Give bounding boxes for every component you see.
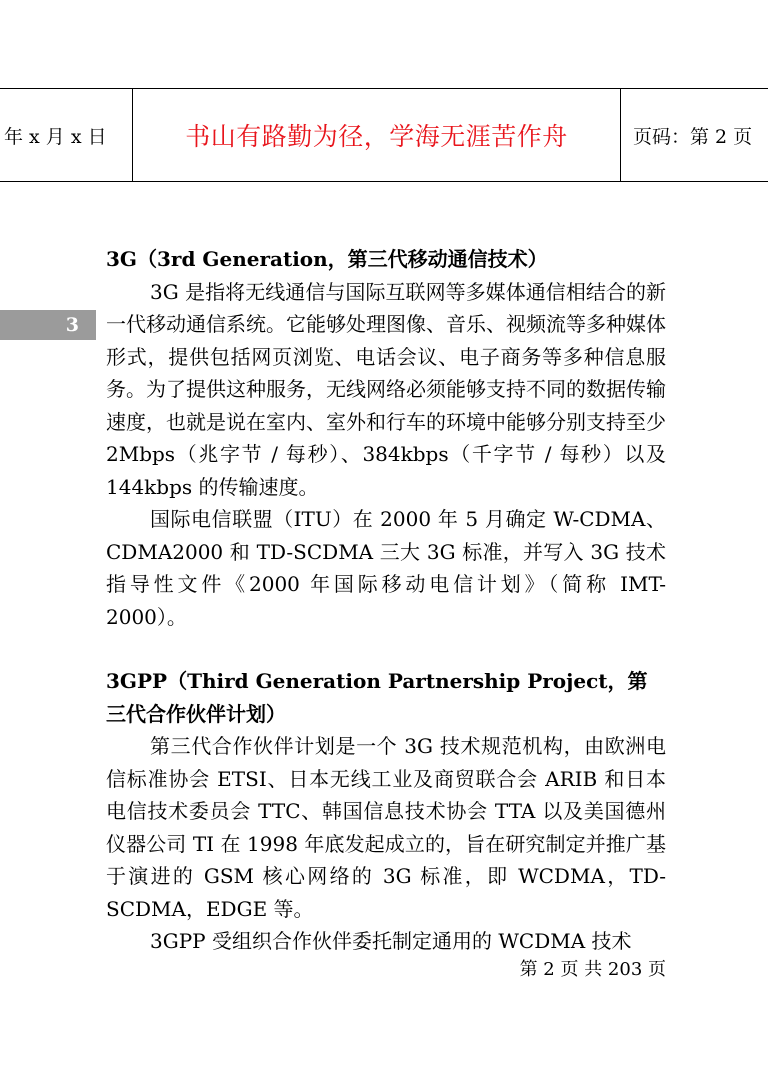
- header-page-label: 页码：第 2 页: [633, 125, 753, 148]
- chapter-badge: 3: [0, 310, 96, 340]
- paragraph-3gpp-definition: 第三代合作伙伴计划是一个 3G 技术规范机构，由欧洲电信标准协会 ETSI、日本无线工业及商贸联合会 ARIB 和日本电信技术委员会 TTC、韩国信息技术协会 TTA 以及美国德州仪器公司 TI 在 1998 年底发起成立的，旨在研究制定并推广基于演进的 GSM 核心网络的 3G 标准，即 WCDMA，TD-SCDMA，EDGE 等。: [106, 734, 666, 921]
- section-title-3g: 3G（3rd Generation，第三代移动通信技术）: [106, 247, 548, 271]
- paragraph-3g-definition: 3G 是指将无线通信与国际互联网等多媒体通信相结合的新一代移动通信系统。它能够处理图像、音乐、视频流等多种媒体形式，提供包括网页浏览、电话会议、电子商务等多种信息服务。为了提供这种服务，无线网络必须能够支持不同的数据传输速度，也就是说在室内、室外和行车的环境中能够分别支持至少 2Mbps（兆字节 / 每秒）、384kbps（千字节 / 每秒）以及 144kbps 的传输速度。: [106, 279, 666, 499]
- paragraph-3g-standards: 国际电信联盟（ITU）在 2000 年 5 月确定 W-CDMA、CDMA2000 和 TD-SCDMA 三大 3G 标准，并写入 3G 技术指导性文件《2000 年国际移动电信计划》（简称 IMT-2000）。: [106, 507, 666, 629]
- section-title-3gpp: 3GPP（Third Generation Partnership Project，第三代合作伙伴计划）: [106, 669, 648, 726]
- document-body: [106, 243, 666, 958]
- page-footer: 第 2 页 共 203 页: [519, 959, 666, 980]
- paragraph-3gpp-mandate: 3GPP 受组织合作伙伴委托制定通用的 WCDMA 技术: [150, 929, 632, 953]
- header-date: 年 x 月 x 日: [0, 89, 133, 181]
- header-motto: 书山有路勤为径，学海无涯苦作舟: [133, 89, 621, 181]
- page-header: [0, 88, 768, 182]
- section-spacer: [106, 633, 666, 665]
